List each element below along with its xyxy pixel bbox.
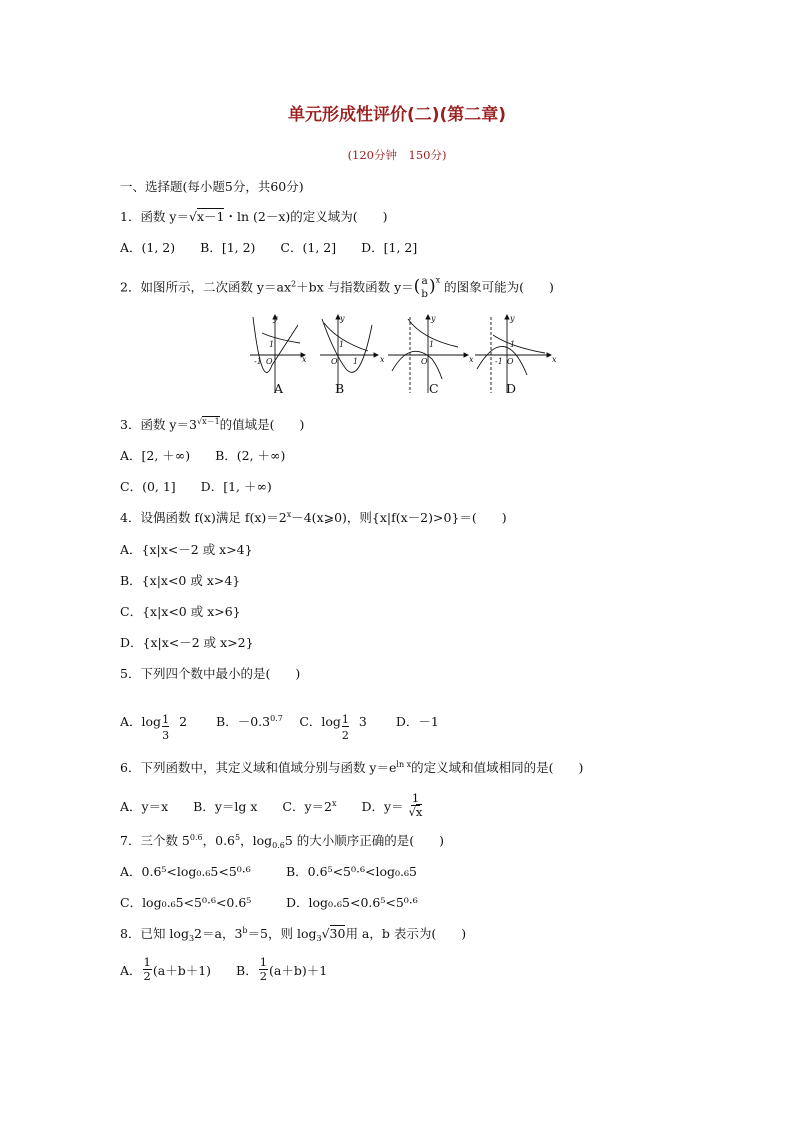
question-4-option-c: C．{x|x<0 或 x>6} [120,604,241,619]
graph-label-c: C [429,381,439,396]
graph-c [388,315,468,393]
svg-text:y: y [510,314,515,323]
question-3: 3．函数 $y=3^{√x-1}$的值域是( ) [120,417,305,432]
question-1-options: A．(1, 2) B．[1, 2) C．(1, 2] D．[1, 2] [120,240,418,255]
svg-text:x: x [302,355,307,364]
svg-text:y: y [340,314,345,323]
question-8: 8．已知 $\log_32=a$，$3^b=5$，则 $\log_3√30$用 a，b 表示为( ) [120,926,467,943]
question-3-options-ab: A．[2, ＋∞) B．(2, ＋∞) [120,448,286,463]
question-3-options-cd: C．(0, 1] D．[1, ＋∞) [120,479,272,494]
question-7-option-b: B．0.6⁵<5⁰·⁶<log₀.₆5 [286,864,417,879]
svg-text:y: y [273,314,278,323]
question-4: 4．设偶函数 f(x)满足 $f(x)=2^x-4(x⩾0)$，则{x|f(x－2)>0}＝( ) [120,510,507,525]
svg-text:1: 1 [429,340,435,349]
svg-text:-1: -1 [254,357,262,366]
page-subtitle: (120分钟 150分) [347,148,447,162]
svg-text:1: 1 [353,357,359,366]
question-4-option-a: A．{x|x<－2 或 x>4} [120,542,253,557]
svg-text:-1: -1 [495,357,503,366]
svg-text:O: O [331,357,338,366]
question-7-option-a: A．0.6⁵<log₀.₆5<5⁰·⁶ [120,864,251,879]
svg-text:y: y [431,314,436,323]
svg-text:O: O [266,357,273,366]
section-heading: 一、选择题(每小题5分，共60分) [120,179,304,194]
svg-text:x: x [380,355,385,364]
svg-text:1: 1 [510,340,516,349]
question-6: 6．下列函数中，其定义域和值域分别与函数 $y=e^{ln x}$的定义域和值域相同的是( ) [120,760,584,775]
question-7-option-c: C．log₀.₆5<5⁰·⁶<0.6⁵ [120,895,252,910]
svg-text:x: x [469,355,474,364]
svg-text:1: 1 [339,340,345,349]
sqrt-sign: √ [189,209,197,224]
page-title: 单元形成性评价(二)(第二章) [287,105,507,125]
svg-text:O: O [507,357,514,366]
question-7-option-d: D．log₀.₆5<0.6⁵<5⁰·⁶ [286,895,418,910]
svg-text:O: O [421,357,428,366]
question-4-option-d: D．{x|x<－2 或 x>2} [120,635,254,650]
svg-text:1: 1 [269,340,275,349]
question-4-option-b: B．{x|x<0 或 x>4} [120,573,241,588]
question-6-options: A．y＝x B．y＝lg x C．$y=2^x$ D．y＝ $\frac{1}{√x}$ [120,791,423,819]
question-7: 7．三个数 $5^{0.6}$，$0.6^5$，$\log_{0.6}5$ 的大小顺序正确的是( ) [120,833,445,850]
question-8-options: A． $\frac{1}{2}$ (a＋b＋1) B． $\frac{1}{2}$ (a＋b)＋1 [120,955,328,983]
question-2: 2．如图所示，二次函数 $y=ax^2+bx$ 与指数函数 y＝( a b )$^x$ 的图象可能为( ) [120,275,554,300]
question-1: 1．函数 y＝√x－1・ln (2－x)的定义域为( ) [120,209,388,224]
graph-label-d: D [506,381,517,396]
svg-text:x: x [552,355,557,364]
graph-b [320,315,378,393]
question-5-options: A．log $\frac{1}{3}$ 2 B．$-0.3^{0.7}$ C．log $\frac{1}{2}$ 3 D．－1 [120,713,439,742]
question-5: 5．下列四个数中最小的是( ) [120,666,301,681]
graph-label-a: A [274,381,284,396]
graph-label-b: B [335,381,345,396]
